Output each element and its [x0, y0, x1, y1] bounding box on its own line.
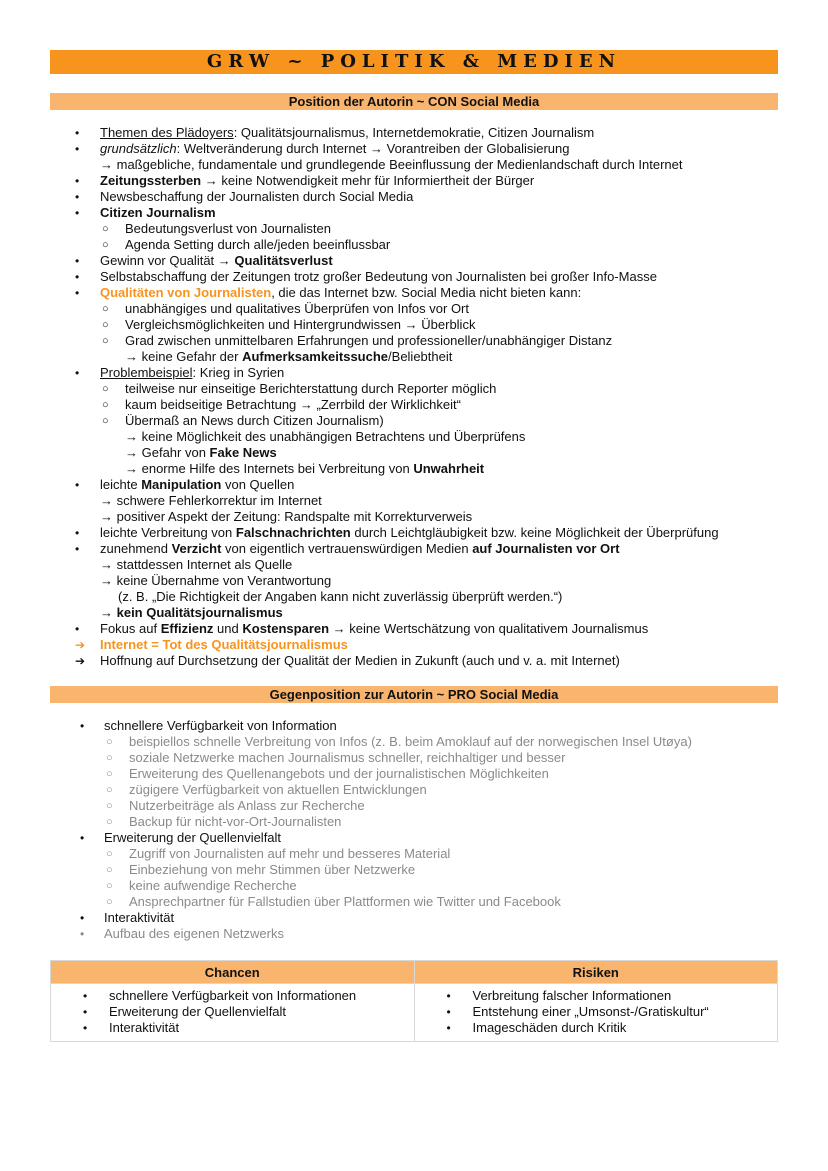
bullet-icon: •	[80, 911, 85, 925]
list-continuation: → maßgebliche, fundamentale und grundlegende Beeinflussung der Medienlandschaft durch Internet	[100, 157, 683, 172]
con-list	[0, 125, 828, 669]
page-title: GRW ~ POLITIK & MEDIEN	[50, 50, 778, 74]
bullet-icon: •	[75, 254, 80, 268]
bullet-icon: •	[75, 190, 80, 204]
chancen-cell	[51, 984, 415, 1042]
sub-list-item: ○ Zugriff von Journalisten auf mehr und besseres Material	[106, 846, 451, 861]
sub-list-item: ○ Übermaß an News durch Citizen Journalism)	[102, 413, 384, 428]
bullet-icon: •	[75, 142, 80, 156]
sub-list-item: ○ keine aufwendige Recherche	[106, 878, 297, 893]
bullet-icon: •	[75, 622, 80, 636]
sub-list-item: ○ soziale Netzwerke machen Journalismus schneller, reichhaltiger und besser	[106, 750, 566, 765]
section-heading-con: Position der Autorin ~ CON Social Media	[50, 93, 778, 110]
list-item: • Interaktivität	[80, 910, 175, 925]
list-item: • Citizen Journalism	[75, 205, 216, 220]
list-continuation: → kein Qualitätsjournalismus	[100, 605, 283, 620]
sub-list-item: ○ Nutzerbeiträge als Anlass zur Recherche	[106, 798, 365, 813]
bullet-icon: •	[75, 270, 80, 284]
list-item: • Themen des Plädoyers: Qualitätsjournalismus, Internetdemokratie, Citizen Journalism	[75, 125, 595, 140]
list-item: • schnellere Verfügbarkeit von Information	[80, 718, 337, 733]
bullet-icon: •	[75, 366, 80, 380]
circle-bullet-icon: ○	[106, 736, 113, 748]
list-continuation: (z. B. „Die Richtigkeit der Angaben kann nicht zuverlässig überprüft werden.“)	[118, 589, 563, 604]
bullet-icon: •	[75, 174, 80, 188]
sub-list-item: ○ Einbeziehung von mehr Stimmen über Netzwerke	[106, 862, 416, 877]
list-continuation: → stattdessen Internet als Quelle	[100, 557, 293, 572]
sub-list-item: ○ Ansprechpartner für Fallstudien über Plattformen wie Twitter und Facebook	[106, 894, 561, 909]
bullet-icon: •	[75, 526, 80, 540]
sub-list-item: ○ Grad zwischen unmittelbaren Erfahrungen und professioneller/unabhängiger Distanz	[102, 333, 613, 348]
circle-bullet-icon: ○	[102, 335, 109, 347]
bullet-icon: •	[75, 542, 80, 556]
list-item: • Aufbau des eigenen Netzwerks	[80, 926, 284, 941]
sub-list-item: ○ Backup für nicht-vor-Ort-Journalisten	[106, 814, 342, 829]
bullet-icon: •	[80, 719, 85, 733]
list-item: • Imageschäden durch Kritik	[446, 1020, 627, 1035]
bullet-icon: •	[446, 1021, 451, 1035]
list-item: • leichte Verbreitung von Falschnachrichten durch Leichtgläubigkeit bzw. keine Möglichkeit der Überprüfung	[75, 525, 719, 540]
list-item: • Problembeispiel: Krieg in Syrien	[75, 365, 285, 380]
circle-bullet-icon: ○	[106, 752, 113, 764]
list-item: • Zeitungssterben → keine Notwendigkeit mehr für Informiertheit der Bürger	[75, 173, 535, 188]
list-item: • Interaktivität	[83, 1020, 180, 1035]
list-item: • Erweiterung der Quellenvielfalt	[83, 1004, 287, 1019]
circle-bullet-icon: ○	[102, 383, 109, 395]
list-item: • Selbstabschaffung der Zeitungen trotz großer Bedeutung von Journalisten bei großer Info-Masse	[75, 269, 657, 284]
circle-bullet-icon: ○	[106, 816, 113, 828]
sub-list-item: ○ zügigere Verfügbarkeit von aktuellen Entwicklungen	[106, 782, 427, 797]
table-header-chancen: Chancen	[51, 961, 415, 984]
list-continuation: → enorme Hilfe des Internets bei Verbreitung von Unwahrheit	[125, 461, 485, 476]
bullet-icon: •	[75, 206, 80, 220]
bullet-icon: •	[75, 286, 80, 300]
bullet-icon: •	[83, 989, 88, 1003]
list-item: • Qualitäten von Journalisten, die das Internet bzw. Social Media nicht bieten kann:	[75, 285, 582, 300]
list-item: • Erweiterung der Quellenvielfalt	[80, 830, 282, 845]
sub-list-item: ○ Vergleichsmöglichkeiten und Hintergrundwissen → Überblick	[102, 317, 476, 332]
sub-list-item: ○ unabhängiges und qualitatives Überprüfen von Infos vor Ort	[102, 301, 469, 316]
pro-list	[0, 718, 828, 942]
list-continuation: → schwere Fehlerkorrektur im Internet	[100, 493, 322, 508]
list-item: • zunehmend Verzicht von eigentlich vertrauenswürdigen Medien auf Journalisten vor Ort	[75, 541, 620, 556]
bullet-icon: •	[80, 831, 85, 845]
list-item: • Gewinn vor Qualität → Qualitätsverlust	[75, 253, 333, 268]
circle-bullet-icon: ○	[102, 415, 109, 427]
sub-list-item: ○ kaum beidseitige Betrachtung → „Zerrbild der Wirklichkeit“	[102, 397, 461, 412]
list-continuation: → positiver Aspekt der Zeitung: Randspalte mit Korrekturverweis	[100, 509, 473, 524]
circle-bullet-icon: ○	[106, 880, 113, 892]
list-item: • Fokus auf Effizienz und Kostensparen → keine Wertschätzung von qualitativem Journalismus	[75, 621, 649, 636]
circle-bullet-icon: ○	[106, 768, 113, 780]
circle-bullet-icon: ○	[102, 223, 109, 235]
list-continuation: → keine Übernahme von Verantwortung	[100, 573, 332, 588]
conclusion-item: ➔ Hoffnung auf Durchsetzung der Qualität der Medien in Zukunft (auch und v. a. mit Internet)	[75, 653, 620, 668]
arrow-right-icon: ➔	[75, 638, 86, 652]
risiken-cell	[414, 984, 778, 1042]
table-header-risiken: Risiken	[414, 961, 778, 984]
bullet-icon: •	[75, 478, 80, 492]
circle-bullet-icon: ○	[102, 239, 109, 251]
list-continuation: → keine Gefahr der Aufmerksamkeitssuche/Beliebtheit	[125, 349, 453, 364]
bullet-icon: •	[446, 1005, 451, 1019]
circle-bullet-icon: ○	[102, 303, 109, 315]
circle-bullet-icon: ○	[106, 896, 113, 908]
sub-list-item: ○ Bedeutungsverlust von Journalisten	[102, 221, 331, 236]
bullet-icon: •	[80, 927, 85, 941]
section-heading-pro: Gegenposition zur Autorin ~ PRO Social Media	[50, 686, 778, 703]
sub-list-item: ○ beispiellos schnelle Verbreitung von Infos (z. B. beim Amoklauf auf der norwegischen Insel Utøya)	[106, 734, 692, 749]
bullet-icon: •	[83, 1005, 88, 1019]
sub-list-item: ○ teilweise nur einseitige Berichterstattung durch Reporter möglich	[102, 381, 497, 396]
list-item: • Entstehung einer „Umsonst-/Gratiskultur“	[446, 1004, 709, 1019]
list-item: • schnellere Verfügbarkeit von Informationen	[83, 988, 357, 1003]
chancen-risiken-table	[50, 960, 778, 1042]
list-item: • grundsätzlich: Weltveränderung durch Internet → Vorantreiben der Globalisierung	[75, 141, 570, 156]
sub-list-item: ○ Erweiterung des Quellenangebots und der journalistischen Möglichkeiten	[106, 766, 549, 781]
bullet-icon: •	[75, 126, 80, 140]
circle-bullet-icon: ○	[102, 319, 109, 331]
list-item: • leichte Manipulation von Quellen	[75, 477, 295, 492]
list-item: • Verbreitung falscher Informationen	[446, 988, 672, 1003]
arrow-right-icon: ➔	[75, 654, 86, 668]
bullet-icon: •	[446, 989, 451, 1003]
bullet-icon: •	[83, 1021, 88, 1035]
list-continuation: → keine Möglichkeit des unabhängigen Betrachtens und Überprüfens	[125, 429, 526, 444]
conclusion-item: ➔ Internet = Tot des Qualitätsjournalismus	[75, 637, 348, 652]
circle-bullet-icon: ○	[106, 800, 113, 812]
list-item: • Newsbeschaffung der Journalisten durch Social Media	[75, 189, 414, 204]
sub-list-item: ○ Agenda Setting durch alle/jeden beeinflussbar	[102, 237, 391, 252]
list-continuation: → Gefahr von Fake News	[125, 445, 277, 460]
circle-bullet-icon: ○	[106, 848, 113, 860]
circle-bullet-icon: ○	[106, 864, 113, 876]
circle-bullet-icon: ○	[102, 399, 109, 411]
circle-bullet-icon: ○	[106, 784, 113, 796]
